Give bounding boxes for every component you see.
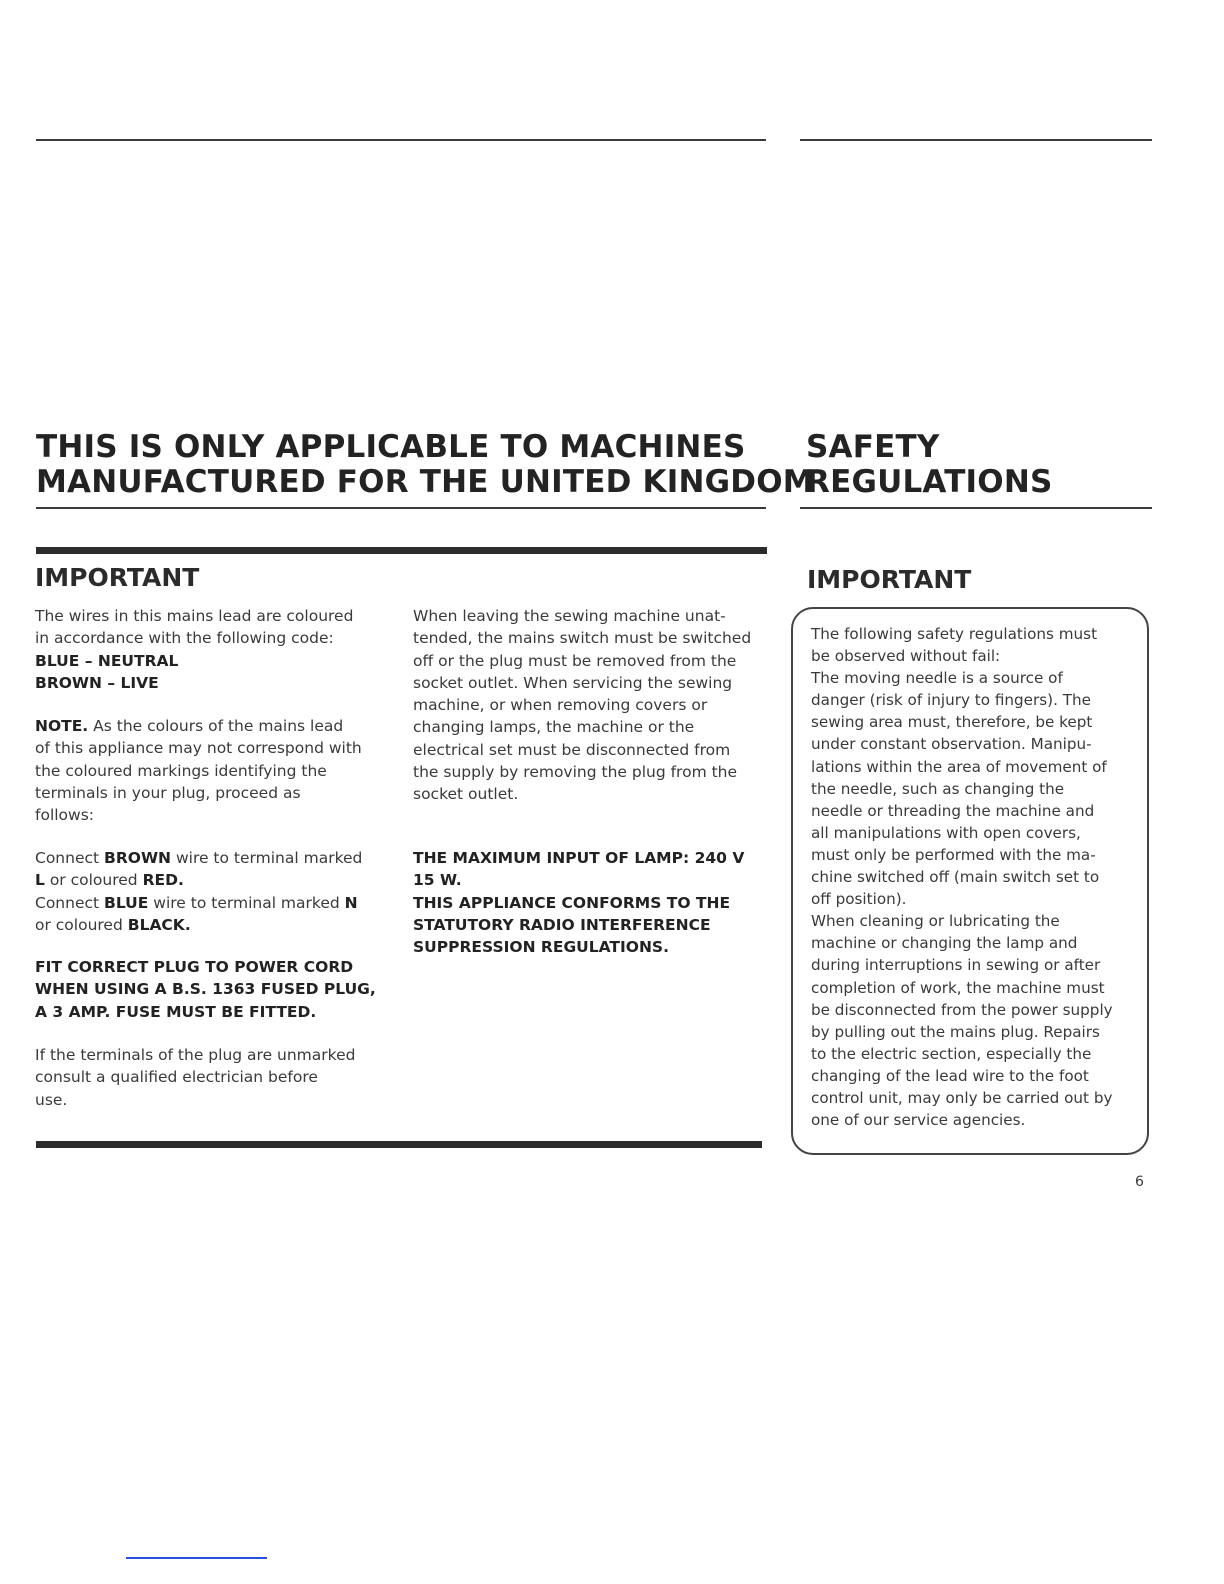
lamp-input-and-conformity (413, 847, 744, 958)
text-line: The moving needle is a source of (811, 669, 1063, 688)
uk-section-top-thick-rule (36, 547, 767, 554)
text-line: must only be performed with the ma- (811, 845, 1096, 864)
colour-red: RED. (142, 871, 184, 890)
text-line: machine or changing the lamp and (811, 934, 1078, 953)
text-line: wire to terminal marked (148, 893, 345, 912)
text-line: socket outlet. (413, 785, 519, 804)
text-line: one of our service agencies. (811, 1111, 1026, 1130)
text-line: use. (35, 1090, 68, 1109)
text-line: As the colours of the mains lead (88, 717, 344, 735)
text-line: of this appliance may not correspond with (35, 739, 362, 758)
text-line: or coloured (44, 871, 143, 890)
text-line: Connect (35, 893, 105, 912)
text-line: off position). (811, 890, 907, 909)
text-line: all manipulations with open covers, (811, 823, 1081, 842)
text-line: STATUTORY RADIO INTERFERENCE (413, 915, 711, 934)
text-line: FIT CORRECT PLUG TO POWER CORD (35, 958, 354, 976)
footnote-rule (126, 1557, 267, 1559)
text-line: control unit, may only be carried out by (811, 1088, 1113, 1107)
text-line: THIS APPLIANCE CONFORMS TO THE (413, 893, 731, 912)
page-number: 6 (1135, 1174, 1144, 1190)
text-line: If the terminals of the plug are unmarked (35, 1046, 356, 1064)
text-line: sewing area must, therefore, be kept (811, 713, 1093, 732)
text-line: 15 W. (413, 871, 462, 890)
text-line: SUPPRESSION REGULATIONS. (413, 938, 669, 957)
uk-heading-line2: MANUFACTURED FOR THE UNITED KINGDOM (36, 464, 814, 500)
text-line: A 3 AMP. FUSE MUST BE FITTED. (35, 1002, 317, 1021)
connect-instructions (35, 847, 362, 936)
unmarked-terminals-paragraph (35, 1044, 355, 1111)
terminal-l: L (35, 871, 45, 890)
safety-heading-bottom-rule (800, 507, 1152, 509)
text-line: danger (risk of injury to fingers). The (811, 691, 1092, 710)
text-line: to the electric section, especially the (811, 1044, 1092, 1063)
uk-heading-line1: THIS IS ONLY APPLICABLE TO MACHINES (36, 429, 746, 465)
safety-heading-top-rule (800, 139, 1152, 141)
safety-important-subheading: IMPORTANT (807, 565, 972, 594)
uk-section-bottom-thick-rule (36, 1141, 762, 1148)
text-line: lations within the area of movement of (811, 757, 1107, 776)
text-line: under constant observation. Manipu- (811, 735, 1092, 754)
code-brown-live: BROWN – LIVE (35, 673, 159, 692)
uk-heading (36, 430, 814, 500)
text-line: chine switched off (main switch set to (811, 868, 1100, 887)
uk-heading-bottom-rule (36, 507, 766, 509)
text-line: When leaving the sewing machine unat- (413, 607, 726, 625)
text-line: socket outlet. When servicing the sewing (413, 673, 733, 692)
unattended-paragraph (413, 605, 751, 806)
text-line: When cleaning or lubricating the (811, 912, 1060, 931)
text-line: during interruptions in sewing or after (811, 956, 1101, 975)
terminal-n: N (344, 893, 358, 912)
text-line: THE MAXIMUM INPUT OF LAMP: 240 V (413, 849, 745, 867)
uk-important-subheading: IMPORTANT (35, 563, 200, 592)
note-label: NOTE. (35, 717, 89, 735)
note-paragraph (35, 715, 362, 826)
wire-brown: BROWN (104, 849, 172, 867)
text-line: the needle, such as changing the (811, 779, 1065, 798)
text-line: machine, or when removing covers or (413, 696, 708, 715)
text-line: be disconnected from the power supply (811, 1000, 1113, 1019)
text-line: needle or threading the machine and (811, 801, 1095, 820)
text-line: the supply by removing the plug from the (413, 763, 738, 782)
text-line: changing lamps, the machine or the (413, 718, 695, 737)
safety-heading-line2: REGULATIONS (806, 464, 1053, 500)
text-line: completion of work, the machine must (811, 978, 1105, 997)
text-line: in accordance with the following code: (35, 629, 334, 648)
colour-black: BLACK. (127, 915, 191, 934)
text-line: The following safety regulations must (811, 625, 1098, 643)
text-line: off or the plug must be removed from the (413, 651, 737, 670)
text-line: tended, the mains switch must be switched (413, 629, 752, 648)
text-line: The wires in this mains lead are coloured (35, 607, 354, 625)
text-line: consult a qualified electrician before (35, 1068, 318, 1087)
text-line: wire to terminal marked (171, 849, 363, 867)
text-line: by pulling out the mains plug. Repairs (811, 1022, 1100, 1041)
text-line: changing of the lead wire to the foot (811, 1066, 1089, 1085)
text-line: follows: (35, 806, 95, 825)
text-line: WHEN USING A B.S. 1363 FUSED PLUG, (35, 980, 376, 999)
safety-heading (806, 430, 1053, 500)
code-blue-neutral: BLUE – NEUTRAL (35, 651, 179, 670)
text-line: or coloured (35, 915, 128, 934)
text-line: Connect (35, 849, 105, 867)
fuse-warning (35, 956, 376, 1023)
text-line: electrical set must be disconnected from (413, 740, 731, 759)
text-line: the coloured markings identifying the (35, 761, 327, 780)
safety-regulations-text (811, 623, 1113, 1131)
uk-heading-top-rule (36, 139, 766, 141)
wire-blue: BLUE (104, 893, 149, 912)
wire-code-intro (35, 605, 353, 694)
safety-heading-line1: SAFETY (806, 429, 940, 465)
text-line: terminals in your plug, proceed as (35, 783, 301, 802)
text-line: be observed without fail: (811, 647, 1001, 666)
